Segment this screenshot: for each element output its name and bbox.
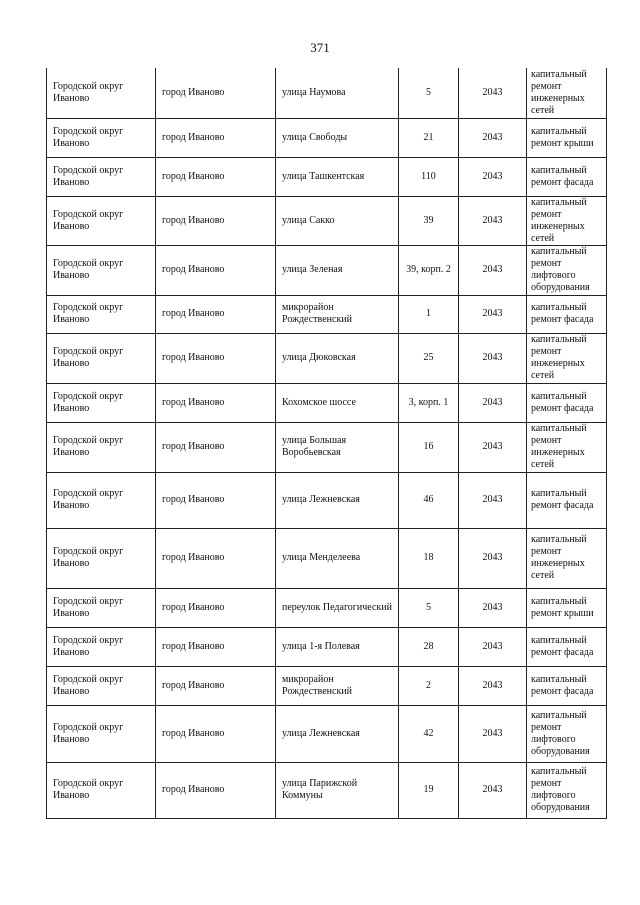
city-cell: город Иваново: [156, 383, 276, 422]
table-row: [47, 68, 607, 118]
work-type-cell: капитальный ремонт фасада: [527, 295, 607, 333]
district-cell: Городской округ Иваново: [47, 472, 156, 528]
year-cell: 2043: [459, 118, 527, 157]
table-row: [47, 588, 607, 627]
street-cell: улица Дюковская: [276, 333, 399, 383]
city-cell: город Иваново: [156, 157, 276, 196]
street-cell: улица Сакко: [276, 196, 399, 245]
house-number-cell: 2: [399, 666, 459, 705]
city-cell: город Иваново: [156, 666, 276, 705]
work-type-cell: капитальный ремонт фасада: [527, 472, 607, 528]
work-type-cell: капитальный ремонт фасада: [527, 627, 607, 666]
house-number-cell: 39: [399, 196, 459, 245]
work-type-cell: капитальный ремонт крыши: [527, 588, 607, 627]
year-cell: 2043: [459, 528, 527, 588]
table-row: [47, 118, 607, 157]
work-type-cell: капитальный ремонт крыши: [527, 118, 607, 157]
table-row: [47, 245, 607, 295]
table-row: [47, 627, 607, 666]
year-cell: 2043: [459, 196, 527, 245]
work-type-cell: капитальный ремонт лифтового оборудования: [527, 762, 607, 818]
street-cell: улица Большая Воробьевская: [276, 422, 399, 472]
table-row: [47, 157, 607, 196]
table-row: [47, 762, 607, 818]
table-row: [47, 295, 607, 333]
city-cell: город Иваново: [156, 762, 276, 818]
table-row: [47, 333, 607, 383]
year-cell: 2043: [459, 588, 527, 627]
house-number-cell: 16: [399, 422, 459, 472]
street-cell: Кохомское шоссе: [276, 383, 399, 422]
year-cell: 2043: [459, 157, 527, 196]
work-type-cell: капитальный ремонт лифтового оборудования: [527, 705, 607, 762]
table-row: [47, 196, 607, 245]
house-number-cell: 39, корп. 2: [399, 245, 459, 295]
table-row: [47, 383, 607, 422]
district-cell: Городской округ Иваново: [47, 68, 156, 118]
street-cell: улица Зеленая: [276, 245, 399, 295]
work-type-cell: капитальный ремонт инженерных сетей: [527, 68, 607, 118]
city-cell: город Иваново: [156, 528, 276, 588]
street-cell: микрорайон Рождественский: [276, 295, 399, 333]
district-cell: Городской округ Иваново: [47, 627, 156, 666]
year-cell: 2043: [459, 472, 527, 528]
city-cell: город Иваново: [156, 422, 276, 472]
street-cell: переулок Педагогический: [276, 588, 399, 627]
year-cell: 2043: [459, 627, 527, 666]
repair-schedule-table: [46, 68, 607, 819]
district-cell: Городской округ Иваново: [47, 422, 156, 472]
city-cell: город Иваново: [156, 196, 276, 245]
city-cell: город Иваново: [156, 295, 276, 333]
page-number: 371: [310, 40, 330, 55]
street-cell: улица Лежневская: [276, 472, 399, 528]
year-cell: 2043: [459, 333, 527, 383]
district-cell: Городской округ Иваново: [47, 196, 156, 245]
city-cell: город Иваново: [156, 705, 276, 762]
district-cell: Городской округ Иваново: [47, 333, 156, 383]
house-number-cell: 5: [399, 588, 459, 627]
district-cell: Городской округ Иваново: [47, 762, 156, 818]
city-cell: город Иваново: [156, 333, 276, 383]
street-cell: улица 1-я Полевая: [276, 627, 399, 666]
city-cell: город Иваново: [156, 245, 276, 295]
house-number-cell: 42: [399, 705, 459, 762]
district-cell: Городской округ Иваново: [47, 157, 156, 196]
street-cell: улица Парижской Коммуны: [276, 762, 399, 818]
year-cell: 2043: [459, 666, 527, 705]
house-number-cell: 21: [399, 118, 459, 157]
district-cell: Городской округ Иваново: [47, 528, 156, 588]
work-type-cell: капитальный ремонт фасада: [527, 157, 607, 196]
district-cell: Городской округ Иваново: [47, 118, 156, 157]
year-cell: 2043: [459, 295, 527, 333]
city-cell: город Иваново: [156, 118, 276, 157]
district-cell: Городской округ Иваново: [47, 666, 156, 705]
year-cell: 2043: [459, 422, 527, 472]
table-row: [47, 528, 607, 588]
work-type-cell: капитальный ремонт инженерных сетей: [527, 422, 607, 472]
work-type-cell: капитальный ремонт инженерных сетей: [527, 333, 607, 383]
city-cell: город Иваново: [156, 68, 276, 118]
street-cell: улица Менделеева: [276, 528, 399, 588]
year-cell: 2043: [459, 245, 527, 295]
street-cell: улица Наумова: [276, 68, 399, 118]
work-type-cell: капитальный ремонт инженерных сетей: [527, 196, 607, 245]
district-cell: Городской округ Иваново: [47, 245, 156, 295]
house-number-cell: 110: [399, 157, 459, 196]
city-cell: город Иваново: [156, 472, 276, 528]
street-cell: микрорайон Рождественский: [276, 666, 399, 705]
table-row: [47, 666, 607, 705]
table-row: [47, 705, 607, 762]
street-cell: улица Свободы: [276, 118, 399, 157]
district-cell: Городской округ Иваново: [47, 383, 156, 422]
house-number-cell: 25: [399, 333, 459, 383]
year-cell: 2043: [459, 68, 527, 118]
house-number-cell: 1: [399, 295, 459, 333]
house-number-cell: 18: [399, 528, 459, 588]
street-cell: улица Лежневская: [276, 705, 399, 762]
house-number-cell: 3, корп. 1: [399, 383, 459, 422]
house-number-cell: 46: [399, 472, 459, 528]
city-cell: город Иваново: [156, 588, 276, 627]
district-cell: Городской округ Иваново: [47, 705, 156, 762]
work-type-cell: капитальный ремонт лифтового оборудования: [527, 245, 607, 295]
street-cell: улица Ташкентская: [276, 157, 399, 196]
work-type-cell: капитальный ремонт фасада: [527, 383, 607, 422]
district-cell: Городской округ Иваново: [47, 295, 156, 333]
city-cell: город Иваново: [156, 627, 276, 666]
table-row: [47, 422, 607, 472]
district-cell: Городской округ Иваново: [47, 588, 156, 627]
house-number-cell: 28: [399, 627, 459, 666]
house-number-cell: 19: [399, 762, 459, 818]
year-cell: 2043: [459, 762, 527, 818]
work-type-cell: капитальный ремонт инженерных сетей: [527, 528, 607, 588]
house-number-cell: 5: [399, 68, 459, 118]
year-cell: 2043: [459, 705, 527, 762]
work-type-cell: капитальный ремонт фасада: [527, 666, 607, 705]
table-row: [47, 472, 607, 528]
year-cell: 2043: [459, 383, 527, 422]
